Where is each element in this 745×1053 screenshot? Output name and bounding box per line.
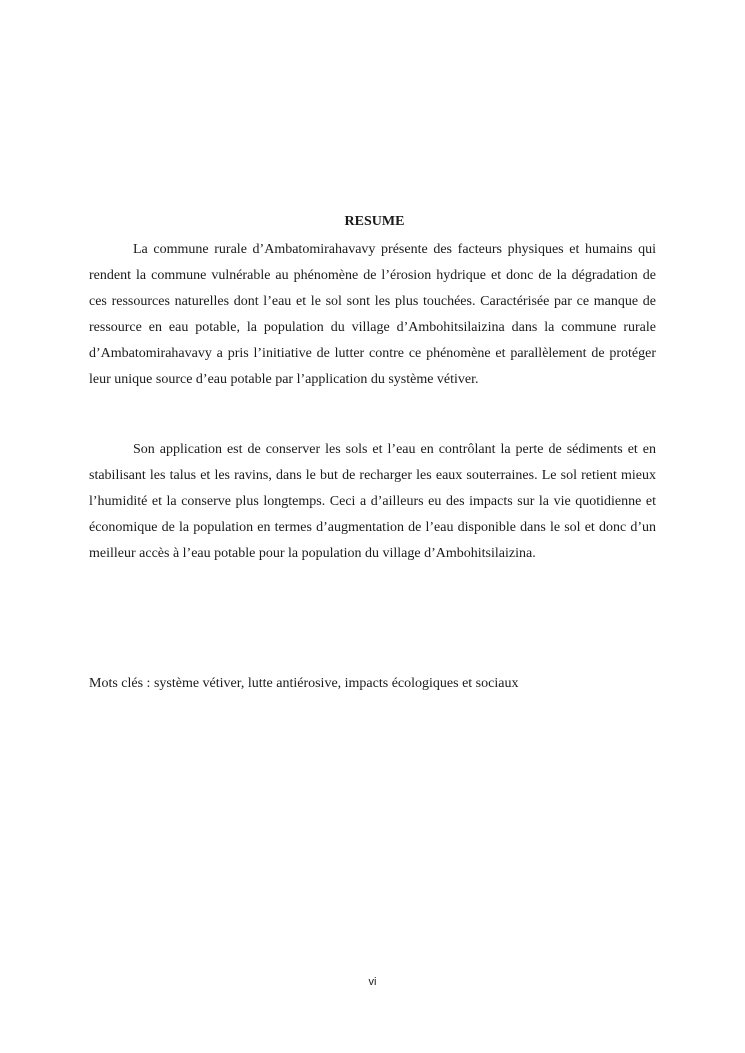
- abstract-paragraph: [89, 437, 656, 567]
- title-text: RESUME: [344, 214, 405, 229]
- paragraph-text: Son application est de conserver les sols et l’eau en contrôlant la perte de sédiments et en stabilisant les talus et les ravins, dans le but de recharger les eaux souterraines. Le sol retient mieux l’humidité et la conserve plus longtemps. Ceci a d’ailleurs eu des impacts sur la vie quotidienne et économique de la population en termes d’augmentation de l’eau disponible dans le sol et donc d’un meilleur accès à l’eau potable pour la population du village d’Ambohitsilaizina.: [89, 442, 656, 561]
- paragraph-text: La commune rurale d’Ambatomirahavavy présente des facteurs physiques et humains qui rendent la commune vulnérable au phénomène de l’érosion hydrique et donc de la dégradation de ces ressources naturelles dont l’eau et le sol sont les plus touchées. Caractérisée par ce manque de ressource en eau potable, la population du village d’Ambohitsilaizina dans la commune rurale d’Ambatomirahavavy a pris l’initiative de lutter contre ce phénomène et parallèlement de protéger leur unique source d’eau potable par l’application du système vétiver.: [89, 242, 656, 387]
- page-title: [0, 213, 745, 231]
- abstract-paragraph: [89, 237, 656, 393]
- page-number: vi: [368, 976, 377, 988]
- keywords-line: Mots clés : système vétiver, lutte antiérosive, impacts écologiques et sociaux: [89, 676, 519, 691]
